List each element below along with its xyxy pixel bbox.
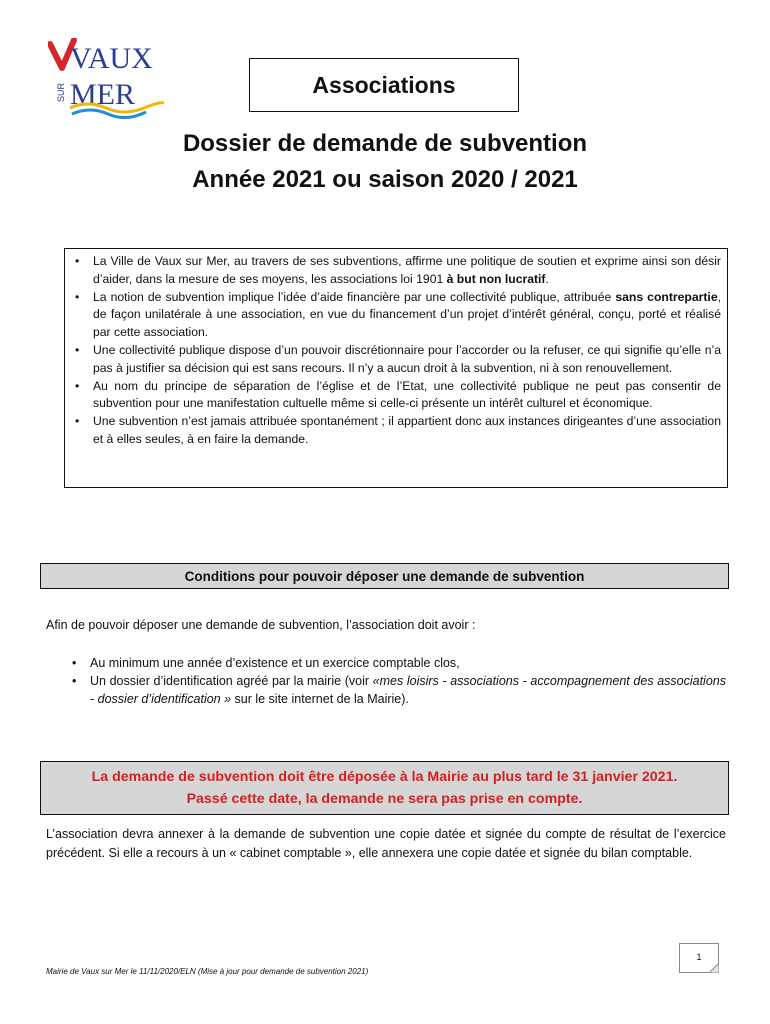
conditions-intro: Afin de pouvoir déposer une demande de subvention, l’association doit avoir : [46, 618, 476, 632]
annex-paragraph: L’association devra annexer à la demande de subvention une copie datée et signée du compte de résultat de l’exercice précédent. Si elle a recours à un « cabinet comptable », elle annexera une copie datée et signée du bilan comptable. [46, 827, 726, 860]
deadline-notice [40, 761, 729, 815]
conditions-heading: Conditions pour pouvoir déposer une demande de subvention [40, 563, 729, 589]
page-fold-icon [709, 963, 719, 973]
associations-title: Associations [312, 71, 456, 98]
principle-item: • Une collectivité publique dispose d’un pouvoir discrétionnaire pour l’accorder ou la refuser, ce qui signifie qu’elle n’a pas à justifier sa décision qui est sans recours. Il n’y a aucun droit à la subvention, ni à son renouvellement. [73, 342, 721, 378]
principle-item: • La notion de subvention implique l’idée d’aide financière par une collectivité publique, attribuée sans contrepartie, de façon unilatérale à une association, en vue du financement d’un projet d’intérêt général, conçu, porté et réalisé par cette association. [73, 289, 721, 342]
document-subtitle: Année 2021 ou saison 2020 / 2021 [192, 166, 578, 193]
vaux-sur-mer-logo [48, 38, 164, 120]
page-number: 1 [696, 952, 702, 962]
principles-box [64, 248, 728, 488]
principles-list [73, 253, 721, 449]
condition-item: • Un dossier d’identification agréé par la mairie (voir «mes loisirs - associations - accompagnement des associations - dossier d’identification » sur le site internet de la Mairie). [70, 672, 726, 708]
principle-item: • Au nom du principe de séparation de l’église et de l’Etat, une collectivité publique ne peut pas consentir de subvention pour une manifestation cultuelle même si celle-ci présente un intérêt culturel et économique. [73, 378, 721, 414]
condition-item: • Au minimum une année d’existence et un exercice comptable clos, [70, 654, 726, 672]
footer-note: Mairie de Vaux sur Mer le 11/11/2020/ELN (Mise à jour pour demande de subvention 2021) [46, 967, 369, 976]
associations-title-box [249, 58, 519, 112]
principle-item: • Une subvention n’est jamais attribuée spontanément ; il appartient donc aux instances dirigeantes d’une association et à elles seules, à en faire la demande. [73, 413, 721, 449]
document-title: Dossier de demande de subvention [182, 130, 588, 157]
logo-text-sur: SUR [56, 82, 66, 102]
deadline-line-1: La demande de subvention doit être déposée à la Mairie au plus tard le 31 janvier 2021. [91, 769, 678, 785]
principle-item: • La Ville de Vaux sur Mer, au travers de ses subventions, affirme une politique de soutien et exprime ainsi son désir d’aider, dans la mesure de ses moyens, les associations loi 1901 à but non lucratif. [73, 253, 721, 289]
conditions-list [70, 654, 726, 708]
logo-text-vaux: VAUX [70, 42, 153, 75]
deadline-line-2: Passé cette date, la demande ne sera pas prise en compte. [186, 791, 583, 807]
logo-text-mer: MER [70, 78, 136, 111]
page-number-box [679, 943, 719, 973]
